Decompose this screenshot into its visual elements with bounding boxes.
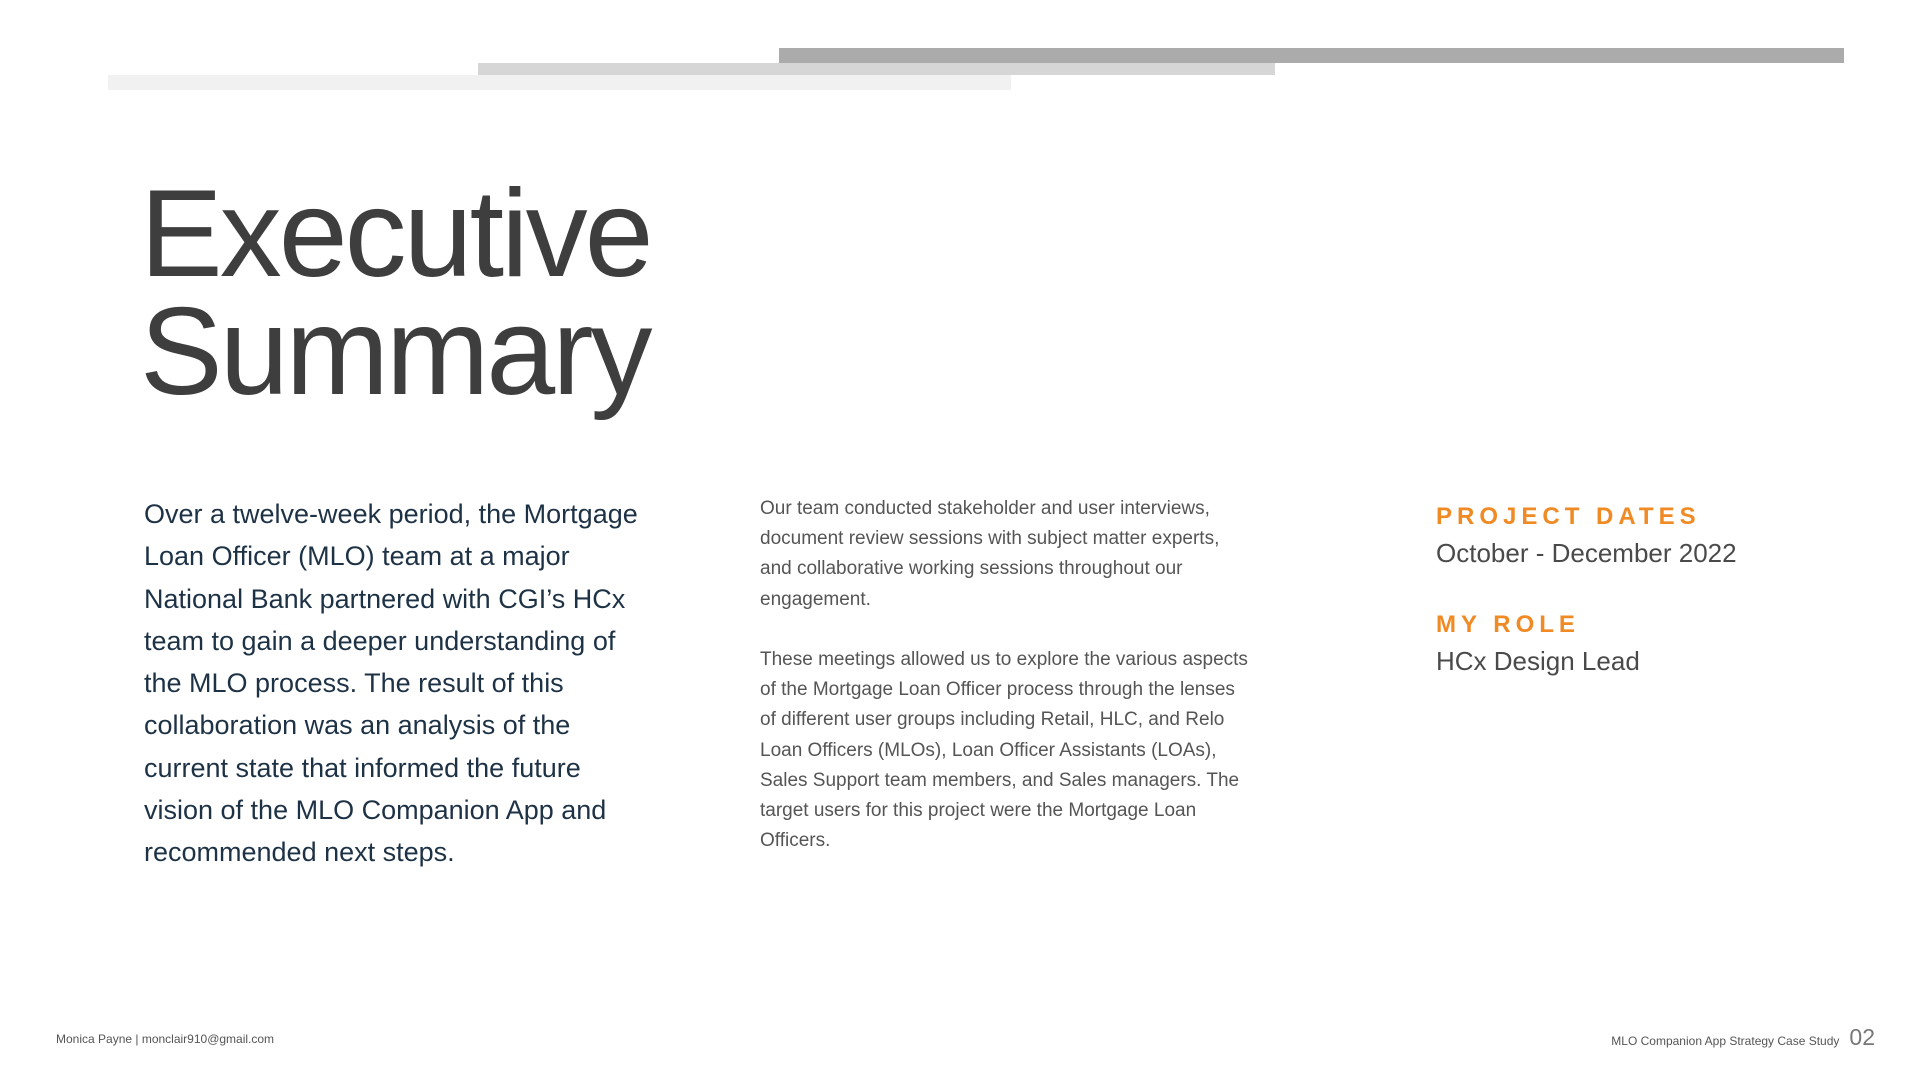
decorative-bar-dark xyxy=(779,48,1844,63)
role-value: HCx Design Lead xyxy=(1436,646,1640,676)
footer-right xyxy=(1611,1024,1875,1051)
body-column xyxy=(760,494,1255,856)
project-dates-label: PROJECT DATES xyxy=(1436,503,1701,530)
project-dates-value: October - December 2022 xyxy=(1436,538,1737,568)
intro-paragraph: Over a twelve-week period, the Mortgage Loan Officer (MLO) team at a major National Bank partnered with CGI’s HCx team to gain a deeper understanding of the MLO process. The result of this collaboration was an analysis of the current state that informed the future vision of the MLO Companion App and recommended next steps. xyxy=(144,499,638,868)
meta-spacer xyxy=(1436,572,1737,608)
decorative-bar-mid xyxy=(478,63,1275,75)
body-paragraph-1: Our team conducted stakeholder and user interviews, document review sessions with subject matter experts, and collaborative working sessions throughout our engagement. xyxy=(760,498,1220,610)
page-number: 02 xyxy=(1849,1024,1875,1050)
body-paragraph-2: These meetings allowed us to explore the various aspects of the Mortgage Loan Officer process through the lenses of different user groups including Retail, HLC, and Relo Loan Officers (MLOs), Loan Officer Assistants (LOAs), Sales Support team members, and Sales managers. The target users for this project were the Mortgage Loan Officers. xyxy=(760,649,1248,852)
page-title-line-2: Summary xyxy=(140,283,650,421)
footer-author: Monica Payne | monclair910@gmail.com xyxy=(56,1032,275,1046)
role-label: MY ROLE xyxy=(1436,611,1580,638)
decorative-bar-light xyxy=(108,75,1011,90)
page-title-line-1: Executive xyxy=(140,165,651,303)
page-title xyxy=(140,165,651,421)
project-meta xyxy=(1436,500,1737,680)
footer-doc-title: MLO Companion App Strategy Case Study xyxy=(1611,1034,1840,1048)
